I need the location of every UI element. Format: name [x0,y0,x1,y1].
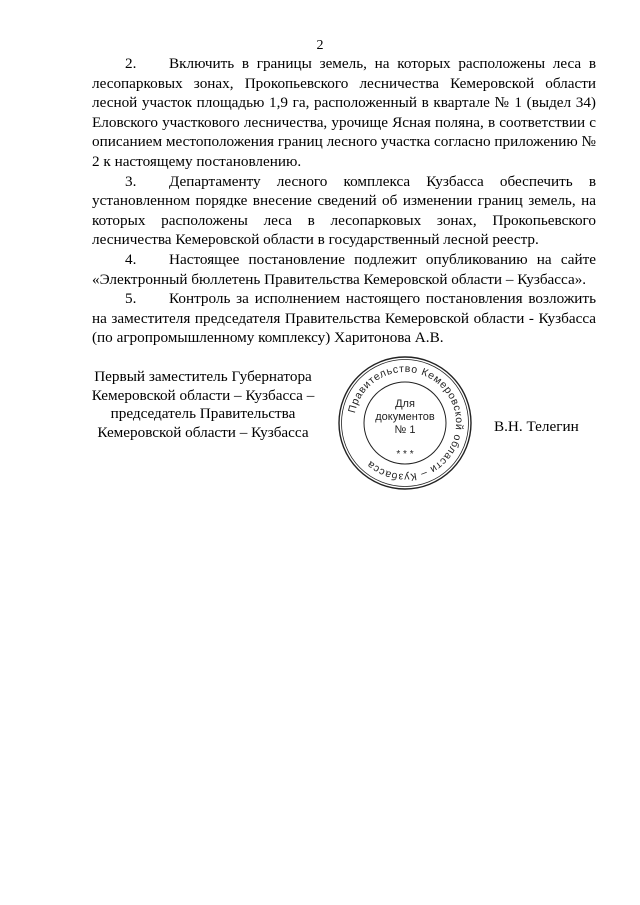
signatory-title-line: председатель Правительства [110,405,296,422]
signatory-title-line: Кемеровской области – Кузбасса – [91,386,315,404]
paragraph-5 [92,289,596,348]
paragraph-number: 5. [125,290,137,308]
signatory-title [88,368,318,442]
signatory-title-line: Кемеровской области – Кузбасса [97,423,309,441]
paragraph-number: 2. [125,55,137,72]
paragraph-4 [92,250,596,289]
paragraph-text: Контроль за исполнением настоящего постановления возложить на заместителя председателя Правительства Кемеровской области - Кузбасса (по агропромышленному комплексу) Харитонова А.В. [92,290,596,347]
signatory-name: В.Н. Телегин [494,418,579,435]
paragraph-2 [92,54,596,172]
paragraph-text: Департаменту лесного комплекса Кузбасса обеспечить в установленном порядке внесение сведений об изменении границ земель, на которых расположены леса в лесопарковых зонах, Прокопьевского лесничества Кемеровской области в государственный лесной реестр. [92,172,596,249]
signatory-title-line: Первый заместитель Губернатора [94,368,312,385]
seal-center-line: документов [375,411,435,423]
paragraph-text: Настоящее постановление подлежит опубликованию на сайте «Электронный бюллетень Правительства Кемеровской области – Кузбасса». [92,250,596,288]
paragraph-number: 3. [125,172,137,190]
seal-ring-text: Правительство Кемеровской области – Кузбасса [346,362,466,484]
seal-center-line: № 1 [394,424,416,436]
paragraph-number: 4. [125,250,137,268]
seal-center-line: Для [395,398,415,410]
page-number: 2 [316,38,324,53]
document-body [92,54,596,348]
seal-stars: * * * [396,449,414,460]
official-seal [335,353,475,493]
paragraph-3 [92,172,596,250]
paragraph-text: Включить в границы земель, на которых расположены леса в лесопарковых зонах, Прокопьевского лесничества Кемеровской области лесной участок площадью 1,9 га, расположенный в квартале № 1 (выдел 34) Еловского участкового лесничества, урочище Ясная поляна, в соответствии с описанием местоположения границ лесного участка согласно приложению № 2 к настоящему постановлению. [92,55,596,170]
